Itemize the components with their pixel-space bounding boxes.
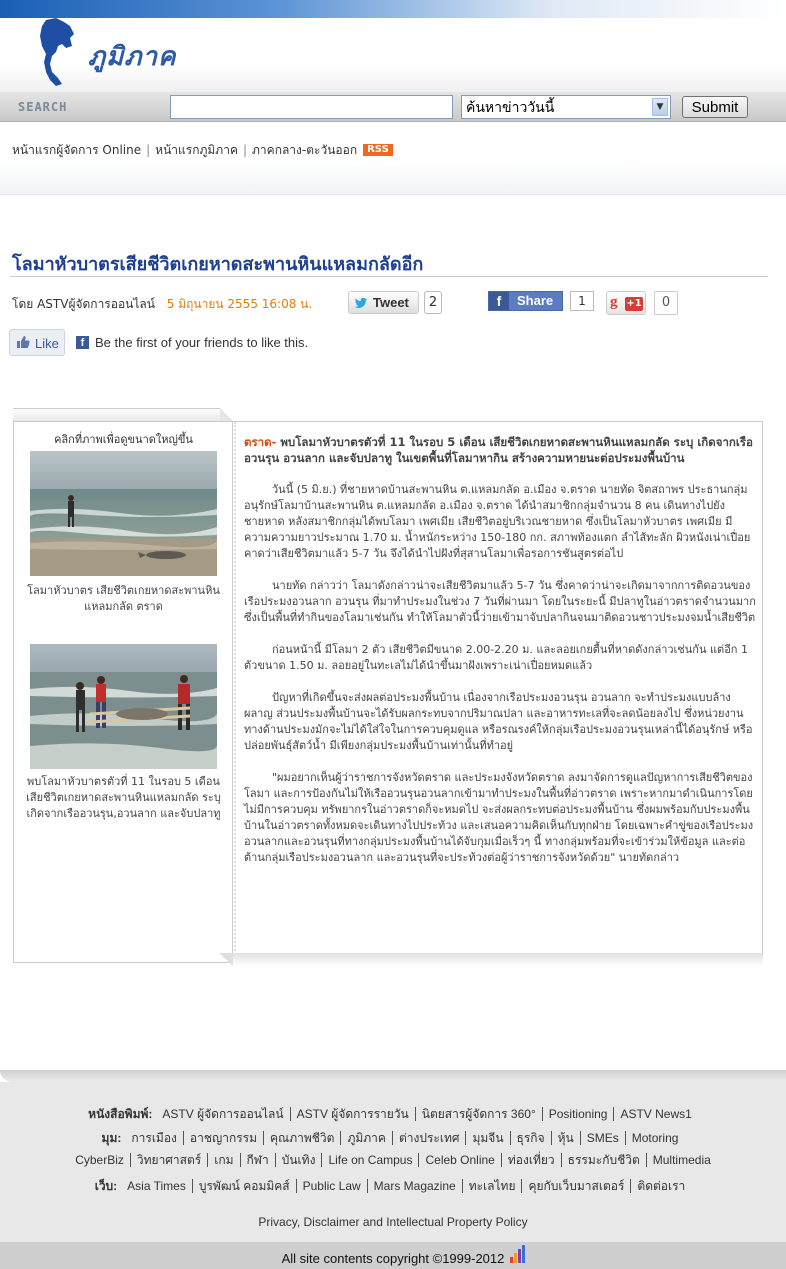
thumbs-up-icon [16, 335, 30, 349]
share-count: 1 [570, 291, 594, 311]
footer-link[interactable]: Public Law [297, 1179, 368, 1193]
footer-row-label: เว็บ: [94, 1179, 118, 1193]
article-paragraph: นายทัด กล่าวว่า โลมาดังกล่าวน่าจะเสียชีวิตมาแล้ว 5-7 วัน ซึ่งคาดว่าน่าจะเกิดมาจากการติดอวนของเรือประมงอวนลาก อวนรุน ที่มาทำประมงในช่วง 7 วันที่ผ่านมา โดยในระยะนี้ มีปลาทูในอ่าวตราดจำนวนมาก ซึ่งเป็นพื้นที่ทำกินของโลมาเช่นกัน ทำให้โลมาตัวนี้ว่ายเข้ามาจับปลากินจนมาติดอวนชาวประมงจมน้ำเสียชีวิต [244, 579, 756, 624]
like-social-text: Be the first of your friends to like this. [95, 335, 309, 350]
footer-link[interactable]: ASTV ผู้จัดการออนไลน์ [156, 1107, 290, 1121]
search-input[interactable] [170, 95, 453, 119]
footer-link[interactable]: ASTV News1 [620, 1107, 692, 1121]
breadcrumb-nav [0, 123, 786, 195]
footer-link[interactable]: Motoring [631, 1131, 679, 1145]
footer-link[interactable]: Multimedia [652, 1153, 711, 1167]
copyright-text: All site contents copyright ©1999-2012 [281, 1251, 505, 1266]
tweet-count: 2 [424, 291, 442, 314]
beach-photo-image [30, 451, 217, 576]
rescue-photo-image [30, 644, 217, 769]
article-headline: โลมาหัวบาตรเสียชีวิตเกยหาดสะพานหินแหลมกลัดอีก [12, 254, 424, 275]
policy-link[interactable]: Privacy, Disclaimer and Intellectual Property Policy [258, 1215, 528, 1229]
footer-row-newspapers [0, 1105, 786, 1124]
footer-row-label: หนังสือพิมพ์: [88, 1107, 153, 1121]
footer-link[interactable]: ท่องเที่ยว [502, 1153, 562, 1167]
facebook-like-button[interactable] [9, 329, 65, 356]
photo-caption-2: พบโลมาหัวบาตรตัวที่ 11 ในรอบ 5 เดือน เสียชีวิตเกยหาดสะพานหินแหลมกลัด ระบุเกิดจากเรืออวนรุน,อวนลาก และจับปลาทู [26, 775, 221, 820]
footer-link[interactable]: ธุรกิจ [511, 1131, 552, 1145]
dateline-place: ตราด- [244, 435, 277, 449]
footer-top-edge [0, 1070, 786, 1082]
footer-link[interactable]: ASTV ผู้จัดการรายวัน [291, 1107, 416, 1121]
footer-link[interactable]: CyberBiz [69, 1153, 131, 1167]
footer-row-label: มุม: [101, 1131, 122, 1145]
footer-link[interactable]: กีฬา [241, 1153, 276, 1167]
article-photo-2[interactable] [30, 644, 217, 769]
footer-link[interactable]: นิตยสารผู้จัดการ 360° [416, 1107, 543, 1121]
plus-one-label: +1 [626, 298, 642, 309]
like-label: Like [35, 336, 59, 351]
footer-link[interactable]: มุมจีน [466, 1131, 510, 1145]
facebook-icon: f [76, 336, 89, 349]
nav-link-regional-home[interactable]: หน้าแรกภูมิภาค [155, 143, 238, 157]
article-paragraph: ก่อนหน้านี้ มีโลมา 2 ตัว เสียชีวิตมีขนาด 2.00-2.20 ม. และลอยเกยตื้นที่หาดดังกล่าวเช่นกัน แต่อีก 1 ตัวขนาด 1.50 ม. ลอยอยู่ในทะเลไม่ได้นำขึ้นมาฝังเพราะเน่าเปื่อยหมดแล้ว [244, 643, 748, 672]
header-top-band [0, 0, 786, 18]
footer-link[interactable]: Celeb Online [419, 1153, 501, 1167]
footer-link[interactable]: ต่างประเทศ [393, 1131, 467, 1145]
footer-link[interactable]: บันเทิง [276, 1153, 323, 1167]
google-plus-count: 0 [654, 291, 678, 315]
footer-link[interactable]: วิทยาศาสตร์ [131, 1153, 208, 1167]
footer-link[interactable]: ทะเลไทย [463, 1179, 523, 1193]
tweet-button[interactable] [348, 291, 419, 314]
facebook-share-button[interactable] [488, 291, 563, 311]
facebook-icon: f [489, 292, 509, 310]
article-byline [12, 295, 312, 314]
photo-caption-1: โลมาหัวบาตร เสียชีวิตเกยหาดสะพานหินแหลมกลัด ตราด [27, 584, 220, 613]
tweet-label: Tweet [373, 295, 409, 310]
footer-link[interactable]: ธรรมะกับชีวิต [562, 1153, 647, 1167]
footer-link[interactable]: Life on Campus [322, 1153, 419, 1167]
article-box-bottom-tab [233, 953, 763, 966]
footer-link[interactable]: คุณภาพชีวิต [264, 1131, 341, 1145]
article-box-tab [13, 408, 220, 422]
chevron-down-icon[interactable]: ▼ [652, 98, 668, 116]
headline-divider [10, 276, 768, 277]
footer-link[interactable]: ภูมิภาค [341, 1131, 393, 1145]
photo-click-hint: คลิกที่ภาพเพื่อดูขนาดใหญ่ขึ้น [54, 433, 193, 446]
article-author: โดย ASTVผู้จัดการออนไลน์ [12, 297, 155, 311]
search-label: SEARCH [18, 100, 68, 114]
footer-row-sections [0, 1129, 786, 1148]
site-header [0, 0, 786, 92]
footer-link[interactable]: การเมือง [125, 1131, 184, 1145]
rss-badge[interactable]: RSS [363, 144, 393, 156]
footer-link[interactable]: Positioning [543, 1107, 615, 1121]
nav-separator: | [242, 143, 248, 157]
footer-link[interactable]: Asia Times [121, 1179, 193, 1193]
search-submit-button[interactable]: Submit [682, 96, 748, 118]
twitter-bird-icon [354, 296, 368, 310]
column-divider [234, 422, 242, 962]
article-paragraph: วันนี้ (5 มิ.ย.) ที่ชายหาดบ้านสะพานหิน ต.แหลมกลัด อ.เมือง จ.ตราด นายทัด จิตสถาพร ประธานกลุ่มอนุรักษ์โลมาบ้านสะพานหิน ต.แหลมกลัด อ.เมือง จ.ตราด ได้นำสมาชิกกลุ่มจำนวน 8 คน เดินทางไปยังชายหาด หลังสมาชิกกลุ่มได้พบโลมา เพศเมีย เสียชีวิตอยู่บริเวณชายหาด ซึ่งเป็นโลมาหัวบาตร เพศเมีย มีความความยาวประมาณ 1.70 ม. น้ำหนักระหว่าง 150-180 กก. สภาพท้องแตก ลำไส้ทะลัก ผิวหนังเน่าเปื่อย คาดว่าเสียชีวิตมาแล้ว 5-7 วัน จึงได้นำไปฝังที่สุสานโลมาเพื่อรอการชันสูตรต่อไป [244, 483, 751, 560]
thailand-map-logo-icon[interactable] [36, 16, 78, 88]
lede-text: พบโลมาหัวบาตรตัวที่ 11 ในรอบ 5 เดือน เสียชีวิตเกยหาดสะพานหินแหลมกลัด ระบุ เกิดจากเรืออวนรุน อวนลาก และจับปลาทู ในเขตพื้นที่โลมาหากิน สร้างความหายนะต่อประมงพื้นบ้าน [244, 435, 753, 465]
footer-link[interactable]: อาชญากรรม [184, 1131, 264, 1145]
footer-row-sections-2 [0, 1153, 786, 1167]
footer-row-web [0, 1177, 786, 1196]
site-logo-text[interactable]: ภูมิภาค [88, 42, 177, 72]
article-photo-1[interactable] [30, 451, 217, 576]
nav-link-manager-online[interactable]: หน้าแรกผู้จัดการ Online [12, 143, 142, 157]
breadcrumb [12, 141, 393, 160]
search-scope-value: ค้นหาข่าววันนี้ [466, 100, 555, 116]
footer-link[interactable]: บูรพัฒน์ คอมมิคส์ [193, 1179, 297, 1193]
article-box [13, 421, 763, 963]
footer-link[interactable]: SMEs [581, 1131, 626, 1145]
article-lede [244, 434, 756, 466]
footer-link[interactable]: เกม [208, 1153, 240, 1167]
footer-link[interactable]: Mars Magazine [368, 1179, 463, 1193]
footer-link[interactable]: คุยกับเว็บมาสเตอร์ [522, 1179, 631, 1193]
google-g-icon: g [610, 294, 618, 310]
search-bar [0, 92, 786, 122]
search-scope-select[interactable] [461, 95, 671, 119]
stats-counter-icon[interactable] [510, 1245, 526, 1263]
footer-link[interactable]: หุ้น [552, 1131, 581, 1145]
nav-separator: | [146, 143, 151, 157]
nav-link-central-east[interactable]: ภาคกลาง-ตะวันออก [252, 143, 358, 157]
article-paragraph: ปัญหาที่เกิดขึ้นจะส่งผลต่อประมงพื้นบ้าน เนื่องจากเรือประมงอวนรุน อวนลาก จะทำประมงแบบล้างผลาญ ส่วนประมงพื้นบ้านจะได้รับผลกระทบจากปริมาณปลา และอาหารทะเลที่จะลดน้อยลงไป ซึ่งหน่วยงานทางด้านประมงมักจะไม่ได้ใส่ใจในการควบคุมดูแล หรือรณรงค์ให้กลุ่มเรือประมงอวนรุนเหล่านี้ได้อนุรักษ์ หรือปล่อยพันธุ์สัตว์น้ำ มีเพียงกลุ่มประมงพื้นบ้านเท่านั้นที่ทำอยู่ [244, 691, 753, 752]
article-body [244, 434, 756, 866]
share-label: Share [517, 293, 554, 308]
google-plus-one-button[interactable] [606, 291, 646, 315]
article-paragraph: "ผมอยากเห็นผู้ว่าราชการจังหวัดตราด และประมงจังหวัดตราด ลงมาจัดการดูแลปัญหาการเสียชีวิตของโลมา และการป้องกันไม่ให้เรืออวนรุนอวนลากเข้ามาทำประมงในพื้นที่อ่าวตราด เพราะหากมาดำเนินการโดยไม่มีการควบคุม ทรัพยากรในอ่าวตราดก็จะหมดไป จะส่งผลกระทบต่อประมงพื้นบ้าน ซึ่งผมพร้อมกับประมงพื้นบ้านในอ่าวตราดทั้งหมดจะเดินทางไปประท้วง และเสนอความคิดเห็นกับทุกฝ่าย โดยเฉพาะคำขู่ของเรือประมงอวนลากและอวนรุนที่ทางกลุ่มประมงพื้นบ้านได้จับกุมเมื่อเร็วๆ นี้ ทางกลุ่มพร้อมที่จะเข้าร่วมให้ข้อมูล และต่อต้านกลุ่มเรือประมงอวนลาก และอวนรุนที่จะประท้วงต่อผู้ว่าราชการจังหวัดด้วย" นายทัดกล่าว [244, 771, 754, 864]
footer-link[interactable]: ติดต่อเรา [637, 1179, 686, 1193]
photo-sidebar [14, 422, 233, 962]
article-date: 5 มิถุนายน 2555 16:08 น. [166, 297, 313, 311]
